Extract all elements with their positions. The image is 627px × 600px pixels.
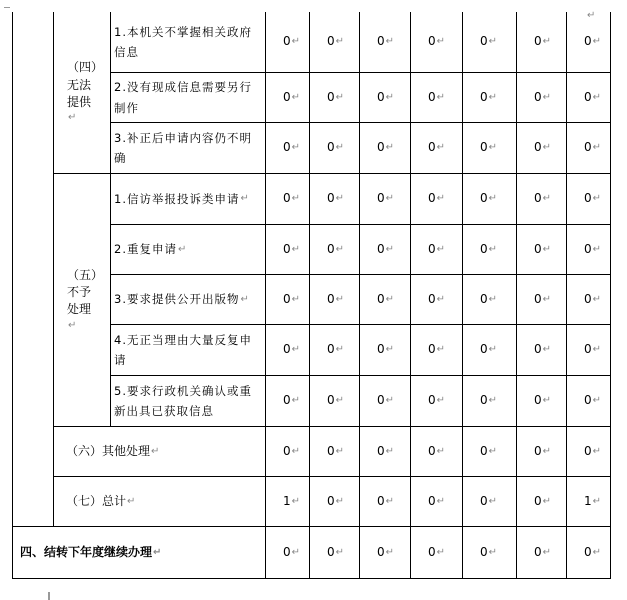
table-cell: 0 ↵ (480, 393, 498, 408)
table-cell: 0 ↵ (327, 241, 345, 256)
table-cell: 0 ↵ (283, 393, 301, 408)
row-description: 2.重复申请 ↵ (114, 242, 188, 257)
table-cell: 0 ↵ (480, 191, 498, 206)
table-cell: 0 ↵ (428, 493, 446, 508)
group-five-line3: 处理 ↵ (67, 302, 92, 331)
table-cell: 0 ↵ (534, 89, 552, 104)
table-cell: 1 ↵ (283, 493, 301, 508)
table-cell: 0 ↵ (480, 241, 498, 256)
table-cell: 0 ↵ (377, 191, 395, 206)
page-corner-mark (4, 7, 10, 8)
table-border-right (610, 12, 611, 579)
row-description: 4.无正当理由大量反复申请 (114, 332, 252, 367)
table-cell: 0 ↵ (283, 89, 301, 104)
table-cell: 0 ↵ (283, 342, 301, 357)
table-cell: 0 ↵ (428, 342, 446, 357)
table-cell: 0 ↵ (428, 89, 446, 104)
table-cell: 0 ↵ (377, 544, 395, 559)
table-cell: 0 ↵ (584, 191, 602, 206)
table-cell: 0 ↵ (480, 544, 498, 559)
group-four-line3: 提供 ↵ (67, 94, 92, 124)
table-cell: 0 ↵ (534, 140, 552, 155)
group-five-label (53, 174, 110, 426)
table-cell: 0 ↵ (428, 291, 446, 306)
table-cell: 0 ↵ (534, 393, 552, 408)
table-cell: 0 ↵ (327, 443, 345, 458)
paragraph-mark: ↵ (587, 10, 596, 21)
table-cell: 0 ↵ (584, 241, 602, 256)
table-cell: 0 ↵ (584, 393, 602, 408)
table-cell: 0 ↵ (534, 443, 552, 458)
table-cell: 1 ↵ (584, 493, 602, 508)
table-cell: 0 ↵ (584, 342, 602, 357)
table-cell: 0 ↵ (428, 443, 446, 458)
table-cell: 0 ↵ (584, 140, 602, 155)
table-cell: 0 ↵ (327, 34, 345, 49)
table-cell: 0 ↵ (480, 34, 498, 49)
table-cell: 0 ↵ (327, 493, 345, 508)
table-cell: 0 ↵ (377, 493, 395, 508)
table-cell: 0 ↵ (283, 191, 301, 206)
table-cell: 0 ↵ (377, 393, 395, 408)
total-label: （七）总计 ↵ (66, 493, 136, 508)
table-cell: 0 ↵ (534, 34, 552, 49)
table-border-bottom (12, 578, 611, 579)
table-cell: 0 ↵ (283, 241, 301, 256)
table-cell: 0 ↵ (377, 89, 395, 104)
table-cell: 0 ↵ (283, 443, 301, 458)
table-cell: 0 ↵ (377, 140, 395, 155)
table-cell: 0 ↵ (534, 544, 552, 559)
row-description: 3.补正后申请内容仍不明确 (114, 130, 252, 165)
row-description: 3.要求提供公开出版物 ↵ (114, 292, 250, 307)
table-cell: 0 ↵ (534, 493, 552, 508)
row-description: 1.本机关不掌握相关政府信息 (114, 24, 252, 59)
table-cell: 0 ↵ (534, 291, 552, 306)
table-cell: 0 ↵ (428, 544, 446, 559)
table-cell: 0 ↵ (377, 241, 395, 256)
table-border-left (12, 12, 13, 579)
table-cell: 0 ↵ (428, 241, 446, 256)
table-cell: 0 ↵ (283, 291, 301, 306)
row-description: 1.信访举报投诉类申请 ↵ (114, 191, 250, 206)
table-cell: 0 ↵ (584, 89, 602, 104)
table-cell: 0 ↵ (428, 191, 446, 206)
table-cell: 0 ↵ (428, 140, 446, 155)
table-cell: 0 ↵ (584, 291, 602, 306)
table-cell: 0 ↵ (428, 34, 446, 49)
table-cell: 0 ↵ (327, 191, 345, 206)
table-cell: 0 ↵ (534, 342, 552, 357)
group-five-line2: 不予 (67, 285, 92, 300)
table-cell: 0 ↵ (327, 89, 345, 104)
table-cell: 0 ↵ (327, 140, 345, 155)
table-cell: 0 ↵ (283, 140, 301, 155)
table-cell: 0 ↵ (428, 393, 446, 408)
table-cell: 0 ↵ (377, 291, 395, 306)
group-four-line1: （四） (67, 60, 104, 75)
table-cell: 0 ↵ (584, 34, 602, 49)
table-cell: 0 ↵ (584, 443, 602, 458)
table-cell: 0 ↵ (377, 443, 395, 458)
page-bottom-mark (48, 592, 50, 600)
group-five-line1: （五） (67, 267, 104, 282)
table-cell: 0 ↵ (327, 544, 345, 559)
table-cell: 0 ↵ (584, 544, 602, 559)
table-cell: 0 ↵ (283, 34, 301, 49)
table-cell: 0 ↵ (377, 342, 395, 357)
table-cell: 0 ↵ (327, 342, 345, 357)
table-cell: 0 ↵ (534, 191, 552, 206)
group-four-line2: 无法 (67, 77, 92, 92)
row-description: 5.要求行政机关确认或重新出具已获取信息 (114, 383, 252, 418)
carryover-label: 四、结转下年度继续办理 ↵ (20, 544, 162, 559)
table-cell: 0 ↵ (327, 291, 345, 306)
row-description: 2.没有现成信息需要另行制作 (114, 80, 252, 115)
group-four-label (53, 12, 110, 173)
table-cell: 0 ↵ (377, 34, 395, 49)
table-cell: 0 ↵ (480, 493, 498, 508)
table-cell: 0 ↵ (480, 342, 498, 357)
table-cell: 0 ↵ (480, 140, 498, 155)
table-cell: 0 ↵ (327, 393, 345, 408)
table-cell: 0 ↵ (480, 89, 498, 104)
table-cell: 0 ↵ (283, 544, 301, 559)
other-handling-label: （六）其他处理 ↵ (66, 443, 160, 458)
table-cell: 0 ↵ (480, 291, 498, 306)
table-cell: 0 ↵ (534, 241, 552, 256)
table-cell: 0 ↵ (480, 443, 498, 458)
